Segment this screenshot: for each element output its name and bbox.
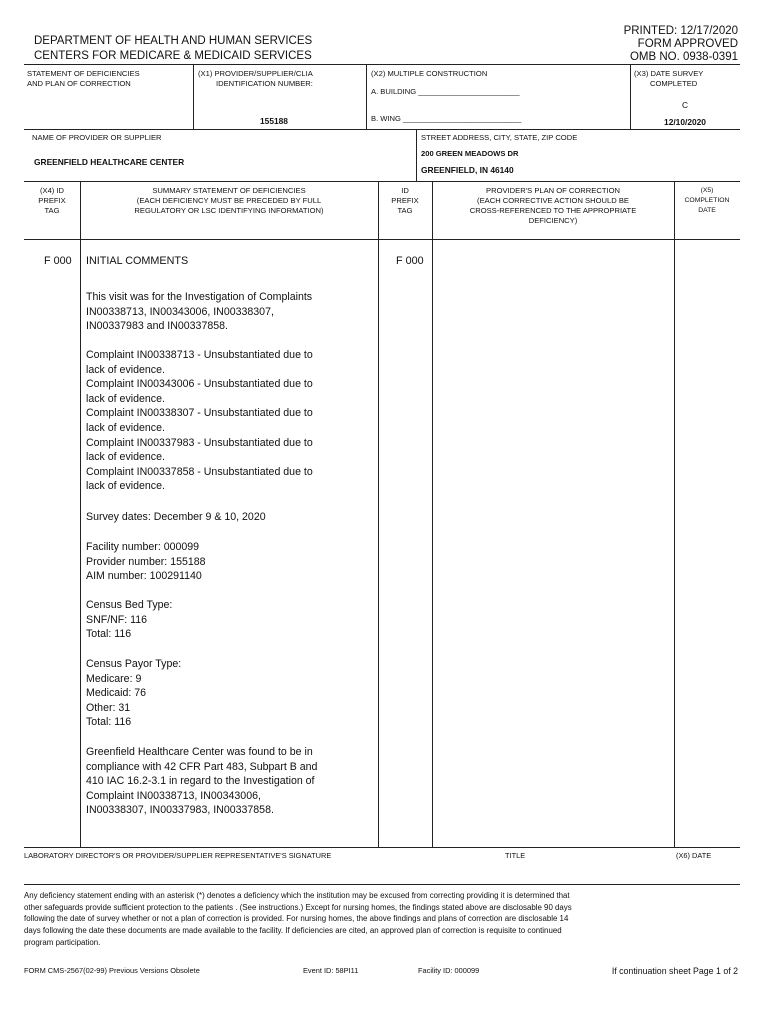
summary-header: SUMMARY STATEMENT OF DEFICIENCIES (EACH DEFICIENCY MUST BE PRECEDED BY FULL REGULATORY OR LSC IDENTIFYING INFORMATION)	[134, 186, 324, 215]
title-label: TITLE	[505, 851, 526, 860]
paragraph-survey-dates: Survey dates: December 9 & 10, 2020	[86, 511, 266, 523]
wing-field: B. WING ____________________________	[371, 114, 522, 123]
paragraph-compliance: Greenfield Healthcare Center was found to be in compliance with 42 CFR Part 483, Subpart B and 410 IAC 16.2-3.1 in regard to the Investigation of Complaint IN00338713, IN00343006, IN00338307, IN00337983, IN00337858.	[86, 746, 318, 817]
paragraph-facility-numbers: Facility number: 000099 Provider number: 155188 AIM number: 100291140	[86, 541, 206, 583]
statement-label: STATEMENT OF DEFICIENCIES AND PLAN OF CORRECTION	[27, 69, 140, 88]
signature-bottom-border	[24, 884, 740, 885]
address-city: GREENFIELD, IN 46140	[421, 165, 514, 175]
x5-header: (X5) COMPLETION DATE	[684, 187, 730, 214]
facility-id: Facility ID: 000099	[418, 966, 480, 975]
page-number: If continuation sheet Page 1 of 2	[611, 966, 738, 976]
building-field: A. BUILDING ________________________	[371, 87, 520, 96]
survey-type-letter: C	[681, 100, 689, 110]
form-approved: FORM APPROVED	[637, 38, 738, 50]
paragraph-census-payor: Census Payor Type: Medicare: 9 Medicaid: 76 Other: 31 Total: 116	[86, 658, 182, 729]
id-prefix-header: ID PREFIX TAG	[391, 186, 419, 215]
x3-label-2: COMPLETED	[650, 79, 698, 88]
provider-name: GREENFIELD HEALTHCARE CENTER	[34, 157, 185, 167]
x1-label-1: (X1) PROVIDER/SUPPLIER/CLIA	[198, 69, 313, 78]
provider-id-number: 155188	[260, 116, 288, 126]
paragraph-census-bed: Census Bed Type: SNF/NF: 116 Total: 116	[86, 599, 173, 641]
printed-date: PRINTED: 12/17/2020	[623, 25, 738, 37]
plan-header: PROVIDER'S PLAN OF CORRECTION (EACH CORRECTIVE ACTION SHOULD BE CROSS-REFERENCED TO THE APPROPRIATE DEFICIENCY)	[469, 186, 637, 225]
provider-name-label: NAME OF PROVIDER OR SUPPLIER	[32, 133, 162, 142]
event-id: Event ID: 58PI11	[303, 966, 359, 975]
x1-label-2: IDENTIFICATION NUMBER:	[216, 79, 313, 88]
tag-right: F 000	[396, 255, 424, 267]
signature-label: LABORATORY DIRECTOR'S OR PROVIDER/SUPPLIER REPRESENTATIVE'S SIGNATURE	[24, 851, 332, 860]
centers-name: CENTERS FOR MEDICARE & MEDICAID SERVICES	[34, 50, 312, 62]
x2-label: (X2) MULTIPLE CONSTRUCTION	[371, 69, 488, 78]
survey-completed-date: 12/10/2020	[664, 117, 706, 127]
row1-bottom-border	[24, 129, 740, 130]
x3-label-1: (X3) DATE SURVEY	[634, 69, 704, 78]
address-street: 200 GREEN MEADOWS DR	[421, 149, 519, 158]
omb-number: OMB NO. 0938-0391	[629, 51, 738, 63]
row2-bottom-border	[24, 181, 740, 182]
address-label: STREET ADDRESS, CITY, STATE, ZIP CODE	[421, 133, 578, 142]
paragraph-complaints: Complaint IN00338713 - Unsubstantiated due to lack of evidence. Complaint IN00343006 - Unsubstantiated due to lack of evidence. Complaint IN00338307 - Unsubstantiated due to lack of evidence. Complaint IN00337983 - Unsubstantiated due to lack of evidence. Complaint IN00337858 - Unsubstantiated due to lack of evidence.	[86, 349, 313, 493]
form-number: FORM CMS-2567(02-99) Previous Versions Obsolete	[24, 966, 200, 975]
column-header-bottom-border	[24, 239, 740, 240]
x4-header: (X4) ID PREFIX TAG	[38, 186, 66, 215]
tag-left: F 000	[44, 255, 72, 267]
body-bottom-border	[24, 847, 740, 848]
top-border	[24, 64, 740, 65]
entry-title: INITIAL COMMENTS	[86, 255, 189, 267]
department-name: DEPARTMENT OF HEALTH AND HUMAN SERVICES	[34, 35, 313, 47]
paragraph-investigation: This visit was for the Investigation of Complaints IN00338713, IN00343006, IN00338307, IN00337983 and IN00337858.	[86, 291, 313, 333]
x6-date-label: (X6) DATE	[676, 851, 712, 860]
disclaimer-text: Any deficiency statement ending with an asterisk (*) denotes a deficiency which the institution may be excused from correcting providing it is determined that other safeguards provide sufficient protection to the patients . (See instructions.) Except for nursing homes, the findings stated above are disclosable 90 days following the date of survey whether or not a plan of correction is provided. For nursing homes, the above findings and plans of correction are disclosable 14 days following the date these documents are made available to the facility. If deficiencies are cited, an approved plan of correction is requisite to continued program participation.	[24, 891, 572, 947]
